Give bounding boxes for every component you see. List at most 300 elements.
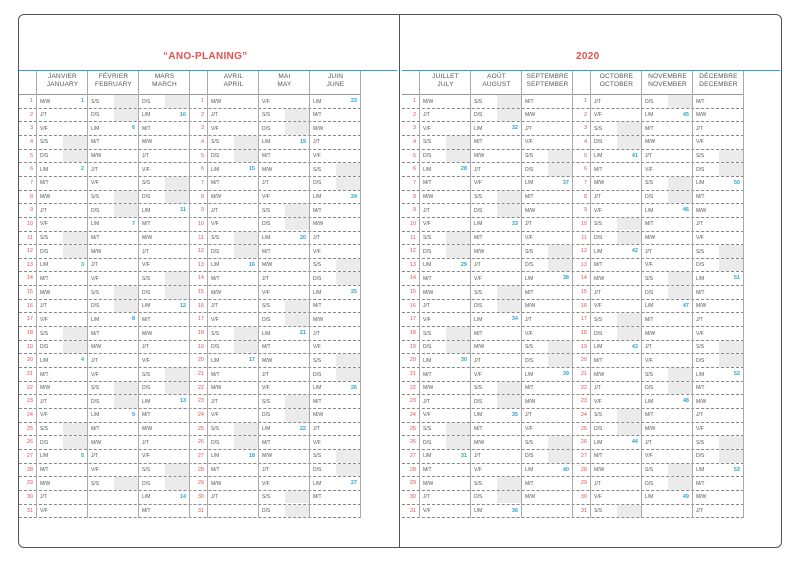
weekday-label: L/M — [40, 166, 49, 173]
weekday-label: J/T — [40, 398, 47, 405]
month-header-6 — [310, 73, 361, 89]
weekday-label: M/W — [696, 303, 707, 310]
weekday-label: M/W — [474, 344, 485, 351]
num-column-divider — [207, 71, 208, 518]
weekday-label: J/T — [313, 426, 320, 433]
day-number: 24 — [409, 411, 416, 418]
month-name-fr: FÉVRIER — [98, 73, 129, 80]
weekend-shade — [617, 327, 642, 340]
weekday-label: L/M — [645, 207, 654, 214]
weekday-label: S/S — [91, 480, 100, 487]
weekday-label: D/S — [211, 153, 220, 160]
weekday-label: D/S — [262, 412, 271, 419]
day-number: 21 — [197, 371, 204, 377]
weekday-label: L/M — [645, 112, 654, 119]
weekday-label: M/W — [645, 235, 656, 241]
weekday-label: V/F — [594, 398, 602, 405]
day-number: 20 — [409, 357, 416, 364]
day-number: 12 — [26, 248, 33, 255]
weekday-label: S/S — [474, 385, 483, 392]
week-number: 27 — [350, 480, 357, 487]
weekday-label: M/W — [142, 235, 153, 241]
weekday-label: S/S — [91, 385, 100, 392]
weekday-label: D/S — [696, 357, 705, 364]
weekday-label: S/S — [262, 494, 271, 501]
weekday-label: S/S — [594, 221, 603, 228]
right-page-title: 2020 — [576, 51, 600, 62]
weekday-label: S/S — [474, 194, 483, 201]
weekday-label: M/W — [474, 439, 485, 446]
weekday-label: J/T — [40, 494, 47, 501]
weekday-label: S/S — [211, 235, 220, 241]
weekday-label: S/S — [696, 248, 705, 255]
weekend-shade — [446, 245, 471, 258]
weekend-shade — [234, 232, 259, 245]
weekday-label: M/W — [211, 480, 222, 487]
weekday-label: S/S — [474, 289, 483, 296]
weekend-shade — [497, 477, 522, 490]
weekday-label: J/T — [423, 494, 430, 501]
week-number: 25 — [350, 289, 357, 296]
weekday-label: L/M — [262, 426, 271, 433]
weekday-label: L/M — [645, 398, 654, 405]
weekday-label: D/S — [594, 235, 603, 241]
weekday-label: J/T — [313, 330, 320, 337]
month-header-3 — [522, 73, 573, 89]
weekend-shade — [285, 204, 310, 217]
weekday-label: D/S — [313, 275, 322, 282]
weekend-shade — [668, 177, 693, 190]
month-name-en: SEPTEMBER — [526, 81, 569, 88]
weekend-shade — [165, 272, 190, 285]
weekday-label: J/T — [525, 221, 532, 228]
day-number: 23 — [197, 398, 204, 405]
weekday-label: D/S — [696, 262, 705, 269]
weekday-label: M/T — [40, 467, 49, 474]
day-number: 18 — [26, 330, 33, 337]
day-number: 2 — [29, 111, 33, 118]
month-name-fr: JUIN — [327, 73, 344, 80]
day-number: 7 — [200, 179, 204, 186]
day-number: 16 — [26, 302, 33, 309]
week-number: 6 — [131, 125, 135, 132]
day-number: 11 — [198, 234, 204, 241]
weekday-label: V/F — [594, 494, 602, 501]
weekday-label: J/T — [696, 412, 703, 419]
weekday-label: V/F — [262, 385, 270, 392]
weekday-label: J/T — [696, 508, 703, 514]
weekday-label: M/W — [40, 480, 51, 487]
weekday-label: D/S — [40, 153, 49, 160]
week-number: 19 — [299, 138, 306, 145]
weekday-label: M/T — [211, 371, 220, 378]
weekday-label: M/T — [525, 194, 534, 201]
weekday-label: L/M — [313, 194, 322, 201]
month-header-2 — [88, 73, 139, 89]
weekday-label: L/M — [525, 371, 534, 378]
weekend-shade — [336, 450, 361, 463]
week-number: 53 — [733, 466, 740, 473]
day-number: 17 — [26, 316, 33, 323]
day-number: 21 — [26, 371, 33, 377]
day-number: 3 — [583, 125, 587, 132]
day-number: 16 — [409, 302, 416, 309]
weekend-shade — [234, 150, 259, 163]
weekday-label: L/M — [142, 398, 151, 405]
weekday-label: M/W — [142, 426, 153, 433]
weekday-label: V/F — [423, 125, 431, 132]
weekday-label: M/T — [423, 371, 432, 378]
day-number: 4 — [412, 138, 416, 145]
weekday-label: M/T — [142, 316, 151, 323]
weekday-label: M/W — [525, 112, 536, 119]
day-number: 8 — [29, 193, 33, 200]
day-number: 28 — [409, 466, 416, 473]
day-number: 5 — [200, 152, 204, 159]
week-number: 24 — [350, 193, 357, 200]
weekday-label: M/T — [594, 166, 603, 173]
weekend-shade — [234, 136, 259, 149]
weekday-label: M/W — [262, 453, 273, 460]
weekday-label: J/T — [262, 275, 269, 282]
weekday-label: V/F — [91, 371, 99, 378]
day-number: 6 — [412, 166, 416, 173]
weekday-label: M/T — [313, 398, 322, 405]
day-number: 31 — [26, 507, 33, 514]
day-number: 29 — [409, 480, 416, 487]
weekend-shade — [719, 341, 744, 354]
week-number: 22 — [299, 425, 306, 432]
weekday-label: S/S — [40, 139, 49, 146]
weekday-label: J/T — [91, 453, 98, 460]
day-number: 28 — [197, 466, 204, 473]
day-number: 24 — [197, 411, 204, 418]
weekday-label: V/F — [423, 412, 431, 419]
weekday-label: M/T — [91, 139, 100, 146]
weekday-label: D/S — [645, 480, 654, 487]
week-number: 35 — [511, 411, 518, 418]
month-name-en: OCTOBER — [599, 81, 634, 88]
weekday-label: M/W — [474, 248, 485, 255]
weekend-shade — [719, 436, 744, 449]
day-number: 14 — [580, 275, 587, 282]
week-number: 7 — [131, 220, 135, 227]
weekday-label: D/S — [313, 180, 322, 187]
day-number: 7 — [583, 179, 587, 186]
day-number: 24 — [26, 411, 33, 418]
weekday-label: D/S — [262, 125, 271, 132]
weekday-label: M/W — [645, 426, 656, 433]
weekend-shade — [446, 150, 471, 163]
weekday-label: J/T — [474, 357, 481, 364]
weekday-label: M/W — [211, 289, 222, 296]
week-number: 39 — [562, 371, 569, 377]
weekday-label: J/T — [211, 112, 218, 119]
weekday-label: L/M — [594, 344, 603, 351]
weekday-label: V/F — [525, 426, 533, 433]
weekday-label: M/T — [313, 207, 322, 214]
weekend-shade — [617, 218, 642, 231]
week-number: 38 — [562, 275, 569, 282]
week-number: 32 — [511, 125, 518, 132]
weekday-label: S/S — [142, 180, 151, 187]
weekend-shade — [336, 354, 361, 367]
weekend-shade — [165, 477, 190, 490]
day-number: 3 — [29, 125, 33, 132]
weekday-label: L/M — [594, 153, 603, 160]
weekday-label: D/S — [40, 344, 49, 351]
weekend-shade — [719, 163, 744, 176]
weekday-label: V/F — [696, 426, 704, 433]
weekday-label: D/S — [142, 385, 151, 392]
day-number: 18 — [409, 330, 416, 337]
weekday-label: S/S — [262, 207, 271, 214]
day-number: 16 — [197, 302, 204, 309]
weekday-label: D/S — [423, 344, 432, 351]
day-number: 23 — [580, 398, 587, 405]
weekday-label: M/T — [645, 412, 654, 419]
weekend-shade — [668, 286, 693, 299]
weekday-label: M/W — [525, 398, 536, 405]
day-number: 6 — [200, 166, 204, 173]
month-column-divider — [309, 71, 310, 518]
weekday-label: J/T — [594, 289, 601, 296]
day-number: 5 — [29, 152, 33, 159]
day-number: 1 — [583, 98, 587, 104]
weekday-label: M/W — [40, 98, 51, 105]
weekday-label: J/T — [594, 194, 601, 201]
weekday-label: J/T — [91, 262, 98, 269]
weekday-label: D/S — [423, 248, 432, 255]
weekday-label: V/F — [525, 235, 533, 241]
weekday-label: V/F — [525, 139, 533, 146]
weekday-label: L/M — [313, 289, 322, 296]
weekend-shade — [497, 109, 522, 122]
weekend-shade — [548, 245, 573, 258]
right-calendar-grid — [402, 71, 744, 518]
month-header-4 — [591, 73, 642, 89]
weekday-label: S/S — [525, 248, 534, 255]
weekday-label: L/M — [142, 112, 151, 119]
weekday-label: M/T — [474, 235, 483, 241]
weekday-label: J/T — [211, 398, 218, 405]
week-number: 42 — [631, 248, 638, 255]
weekday-label: S/S — [696, 344, 705, 351]
day-number: 17 — [580, 316, 587, 323]
weekend-shade — [497, 300, 522, 313]
day-number: 19 — [197, 343, 204, 350]
week-number: 4 — [80, 357, 84, 364]
weekday-label: V/F — [696, 139, 704, 146]
weekday-label: J/T — [142, 439, 149, 446]
weekend-shade — [617, 313, 642, 326]
week-number: 20 — [299, 234, 306, 241]
weekend-shade — [63, 245, 88, 258]
weekday-label: L/M — [91, 412, 100, 419]
weekend-shade — [234, 423, 259, 436]
weekday-label: M/T — [262, 439, 271, 446]
weekday-label: M/W — [211, 194, 222, 201]
weekend-shade — [285, 300, 310, 313]
weekend-shade — [617, 232, 642, 245]
weekday-label: L/M — [696, 275, 705, 282]
day-number: 11 — [27, 234, 33, 241]
weekend-shade — [285, 109, 310, 122]
week-number: 51 — [733, 275, 740, 282]
month-name-fr: AOÛT — [487, 73, 506, 80]
month-column-divider — [692, 71, 693, 518]
weekday-label: S/S — [262, 398, 271, 405]
day-number: 31 — [197, 507, 204, 514]
weekday-label: J/T — [313, 235, 320, 241]
weekday-label: M/T — [211, 275, 220, 282]
weekend-shade — [336, 163, 361, 176]
weekend-shade — [668, 95, 693, 108]
month-name-en: DECEMBER — [699, 81, 738, 88]
weekend-shade — [617, 409, 642, 422]
weekday-label: M/W — [313, 316, 324, 323]
weekday-label: D/S — [645, 194, 654, 201]
weekday-label: M/T — [594, 453, 603, 460]
weekend-shade — [165, 368, 190, 381]
day-number: 26 — [197, 439, 204, 446]
weekday-label: M/W — [696, 207, 707, 214]
weekend-shade — [165, 286, 190, 299]
week-number: 14 — [179, 493, 186, 500]
weekday-label: M/W — [91, 439, 102, 446]
weekend-shade — [719, 150, 744, 163]
weekday-label: L/M — [313, 385, 322, 392]
weekend-shade — [668, 272, 693, 285]
weekday-label: L/M — [40, 262, 49, 269]
weekend-shade — [497, 191, 522, 204]
weekday-label: S/S — [423, 139, 432, 146]
weekday-label: V/F — [40, 316, 48, 323]
weekday-label: J/T — [423, 112, 430, 119]
day-number: 20 — [197, 357, 204, 364]
weekend-shade — [548, 354, 573, 367]
weekday-label: S/S — [645, 371, 654, 378]
weekday-label: M/W — [40, 194, 51, 201]
day-number: 25 — [580, 425, 587, 432]
weekday-label: S/S — [40, 330, 49, 337]
week-number: 10 — [179, 111, 186, 118]
weekday-label: M/T — [525, 98, 534, 105]
weekday-label: D/S — [525, 453, 534, 460]
day-number: 30 — [26, 493, 33, 500]
weekday-label: M/T — [594, 262, 603, 269]
week-number: 26 — [350, 384, 357, 391]
weekend-shade — [285, 409, 310, 422]
weekday-label: D/S — [211, 344, 220, 351]
day-number: 24 — [580, 411, 587, 418]
weekday-label: S/S — [313, 166, 322, 173]
day-number: 10 — [580, 220, 587, 227]
month-column-divider — [189, 71, 190, 518]
num-column-divider — [36, 71, 37, 518]
weekday-label: M/T — [525, 289, 534, 296]
weekday-label: M/W — [211, 98, 222, 105]
week-number: 48 — [682, 398, 689, 405]
day-number: 21 — [580, 371, 587, 377]
weekday-label: V/F — [262, 480, 270, 487]
weekday-label: L/M — [142, 303, 151, 310]
day-number: 30 — [197, 493, 204, 500]
weekday-label: M/T — [211, 467, 220, 474]
month-column-divider — [641, 71, 642, 518]
weekday-label: V/F — [91, 467, 99, 474]
weekday-label: D/S — [423, 439, 432, 446]
weekday-label: L/M — [40, 453, 49, 460]
day-number: 27 — [197, 452, 204, 459]
weekend-shade — [285, 122, 310, 135]
num-column-divider — [419, 71, 420, 518]
weekday-label: M/T — [696, 289, 705, 296]
day-number: 7 — [412, 179, 416, 186]
weekday-label: S/S — [40, 235, 49, 241]
week-number: 17 — [248, 357, 255, 364]
weekday-label: L/M — [211, 357, 220, 364]
day-number: 16 — [580, 302, 587, 309]
weekend-shade — [165, 382, 190, 395]
day-number: 7 — [29, 179, 33, 186]
weekday-label: D/S — [142, 480, 151, 487]
day-number: 12 — [409, 248, 416, 255]
weekend-shade — [63, 136, 88, 149]
week-number: 52 — [733, 371, 740, 377]
day-number: 19 — [409, 343, 416, 350]
day-number: 26 — [580, 439, 587, 446]
weekday-label: J/T — [91, 166, 98, 173]
weekday-label: S/S — [423, 235, 432, 241]
week-number: 2 — [80, 166, 84, 173]
weekday-label: S/S — [525, 153, 534, 160]
weekday-label: S/S — [91, 98, 100, 105]
weekday-label: J/T — [40, 303, 47, 310]
weekday-label: M/W — [696, 398, 707, 405]
weekend-shade — [114, 109, 139, 122]
weekday-label: S/S — [594, 316, 603, 323]
month-name-fr: JUILLET — [432, 73, 459, 80]
day-number: 10 — [409, 220, 416, 227]
week-number: 45 — [682, 111, 689, 118]
weekday-label: S/S — [211, 330, 220, 337]
day-number: 29 — [580, 480, 587, 487]
weekday-label: V/F — [211, 125, 219, 132]
day-number: 28 — [580, 466, 587, 473]
left-calendar-grid — [19, 71, 361, 518]
weekday-label: M/W — [91, 344, 102, 351]
weekday-label: M/W — [313, 221, 324, 228]
month-name-fr: DÉCEMBRE — [699, 73, 738, 80]
month-column-divider — [470, 71, 471, 518]
weekday-label: M/T — [423, 275, 432, 282]
weekday-label: M/T — [142, 412, 151, 419]
weekend-shade — [165, 95, 190, 108]
day-number: 27 — [409, 452, 416, 459]
weekend-shade — [548, 450, 573, 463]
week-number: 29 — [460, 261, 467, 268]
weekday-label: D/S — [474, 494, 483, 501]
day-number: 4 — [29, 138, 33, 145]
day-number: 6 — [29, 166, 33, 173]
weekday-label: M/W — [594, 180, 605, 187]
weekday-label: M/T — [40, 371, 49, 378]
day-number: 20 — [580, 357, 587, 364]
day-number: 22 — [580, 384, 587, 391]
weekday-label: L/M — [91, 125, 100, 132]
weekday-label: D/S — [142, 194, 151, 201]
